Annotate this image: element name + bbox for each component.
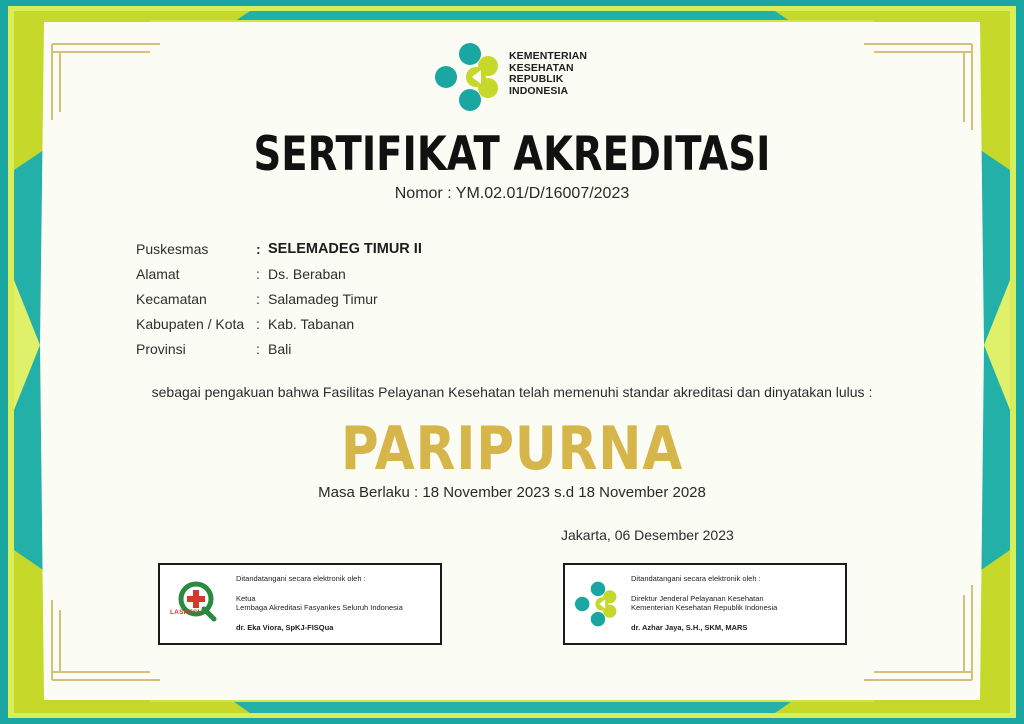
info-colon: : xyxy=(256,291,260,307)
certificate-number: Nomor : YM.02.01/D/16007/2023 xyxy=(394,185,630,202)
info-value: SELEMADEG TIMUR II xyxy=(268,241,422,257)
signed-by-label: Ditandatangani secara elektronik oleh : xyxy=(236,574,366,583)
laskesi-logo-text: LASKESI xyxy=(170,609,200,616)
info-value: Kab. Tabanan xyxy=(268,316,355,332)
signer-name: dr. Eka Viora, SpKJ-FISQua xyxy=(236,622,334,632)
info-value: Bali xyxy=(268,341,292,357)
info-colon: : xyxy=(256,241,261,257)
top-line xyxy=(150,20,874,22)
ministry-logo xyxy=(432,40,602,114)
signature-box-laskesi xyxy=(158,563,442,645)
info-label: Puskesmas xyxy=(136,241,209,257)
info-colon: : xyxy=(256,316,260,332)
info-label: Provinsi xyxy=(136,341,186,357)
ministry-line-1: KEMENTERIAN xyxy=(509,50,588,62)
signature-text xyxy=(631,574,777,632)
signer-name: dr. Azhar Jaya, S.H., SKM, MARS xyxy=(631,622,748,632)
signer-role-line-2: Kementerian Kesehatan Republik Indonesia xyxy=(631,603,778,612)
certificate-title: SERTIFIKAT AKREDITASI xyxy=(253,127,771,182)
validity-period: Masa Berlaku : 18 November 2023 s.d 18 November 2028 xyxy=(318,484,706,501)
place-date: Jakarta, 06 Desember 2023 xyxy=(561,527,734,543)
info-value: Salamadeg Timur xyxy=(268,291,378,307)
accreditation-statement: sebagai pengakuan bahwa Fasilitas Pelayanan Kesehatan telah memenuhi standar akreditasi dan dinyatakan lulus : xyxy=(151,384,873,400)
laskesi-logo-icon xyxy=(174,579,220,629)
signer-role-line-1: Ketua xyxy=(236,593,256,603)
info-label: Kecamatan xyxy=(136,291,207,307)
info-colon: : xyxy=(256,266,260,282)
info-value: Ds. Beraban xyxy=(268,266,346,282)
info-label: Alamat xyxy=(136,266,180,282)
ministry-line-3: REPUBLIK xyxy=(509,73,564,86)
signature-box-kemenkes xyxy=(563,563,847,645)
info-label: Kabupaten / Kota xyxy=(136,316,245,332)
signature-text xyxy=(236,574,403,632)
info-colon: : xyxy=(256,341,260,357)
kemenkes-logo-icon xyxy=(432,40,502,114)
signer-role-line-2: Lembaga Akreditasi Fasyankes Seluruh Indonesia xyxy=(236,603,403,612)
ministry-line-4: INDONESIA xyxy=(509,84,569,97)
accreditation-grade: PARIPURNA xyxy=(340,414,684,484)
ministry-name xyxy=(509,51,587,97)
signed-by-label: Ditandatangani secara elektronik oleh : xyxy=(631,574,761,583)
ministry-line-2: KESEHATAN xyxy=(509,61,574,74)
signer-role-line-1: Direktur Jenderal Pelayanan Kesehatan xyxy=(631,593,764,603)
bottom-line xyxy=(150,700,874,702)
kemenkes-logo-icon xyxy=(573,579,619,629)
